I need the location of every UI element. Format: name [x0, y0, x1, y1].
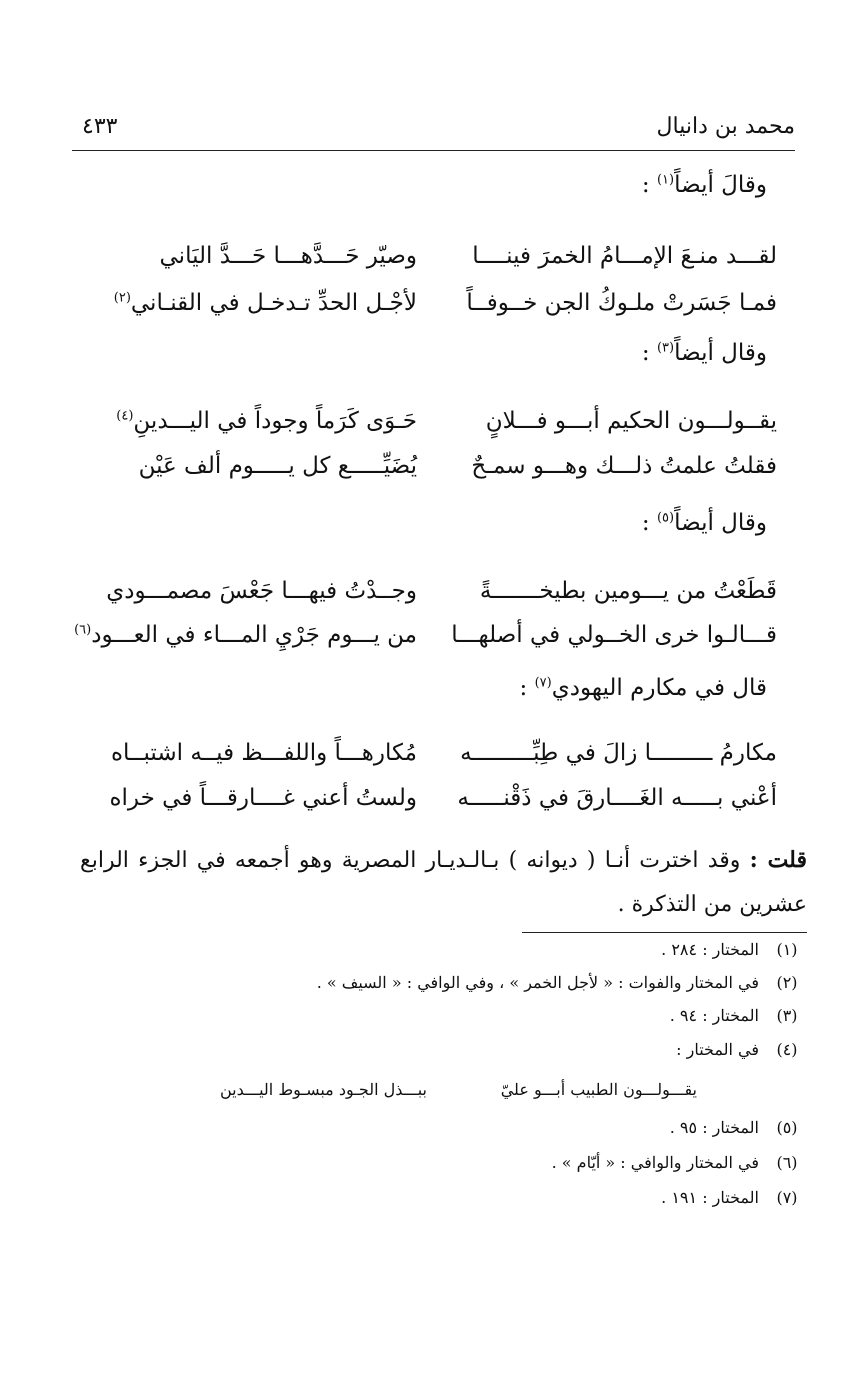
footnote-verse-first-hemistich: يقـــولـــون الطبيب أبـــو عليّ — [500, 1080, 697, 1099]
verse-second-hemistich — [97, 408, 417, 434]
intro-colon: : — [641, 510, 650, 536]
verse-second-hemistich — [74, 622, 417, 648]
verse-first-hemistich: مكارمُ ـــــــــا زالَ في طِبِّـــــــــه — [460, 740, 777, 766]
hemistich-text: لأجْـل الحدِّ تـدخـل في القنـاني — [130, 290, 417, 316]
verse-first-hemistich: أعْني بـــــه الغَــــارقَ في ذَقْنـــــه — [457, 785, 777, 811]
verse-second-hemistich — [97, 785, 417, 811]
hemistich-text: يُضَيِّـــــع كل يـــــوم ألف عَيْن — [138, 453, 417, 479]
footnote-ref: (٤) — [116, 408, 134, 424]
footnote-ref: (٦) — [74, 622, 92, 638]
verse-first-hemistich: فمـا جَسَرتْ ملـوكُ الجن خــوفــاً — [466, 290, 777, 316]
header-title: محمد بن دانيال — [656, 114, 795, 139]
intro-colon: : — [641, 340, 650, 366]
footnote-ref: (١) — [656, 172, 675, 188]
verse-line — [80, 243, 777, 287]
footnote-text: المختار : ٩٥ . — [669, 1118, 759, 1137]
hemistich-text: وجــدْتُ فيهـــا جَعْسَ مصمـــودي — [106, 578, 417, 604]
verse-second-hemistich — [97, 243, 417, 269]
verse-first-hemistich: قـــالـوا خرى الخــولي في أصلهـــا — [451, 622, 777, 648]
intro-text: وقالَ أيضاً — [674, 172, 767, 198]
verse-second-hemistich — [97, 740, 417, 766]
hemistich-text: ولستُ أعني غــــارقـــاً في خراه — [109, 785, 417, 811]
footnote-number: (٤) — [776, 1040, 798, 1059]
intro-text: قال في مكارم اليهودي — [551, 675, 767, 701]
hemistich-text: وصيّر حَـــدَّهـــا حَـــدَّ اليَاني — [159, 243, 417, 269]
verse-first-hemistich: قَطَعْتُ من يـــومين بطيخـــــــةً — [479, 578, 777, 604]
poem-intro — [642, 340, 767, 366]
poem-intro — [520, 675, 767, 701]
footnote-number: (٧) — [776, 1188, 798, 1207]
footnote-ref: (٧) — [534, 675, 552, 691]
verse-first-hemistich: يقــولـــون الحكيم أبـــو فـــلانٍ — [485, 408, 777, 434]
verse-first-hemistich: لقـــد منـعَ الإمـــامُ الخمرَ فينــــا — [472, 243, 777, 269]
verse-second-hemistich — [97, 578, 417, 604]
footnote-ref: (٢) — [113, 290, 131, 306]
intro-colon: : — [641, 172, 650, 198]
verse-first-hemistich: فقلتُ علمتُ ذلـــك وهـــو سمـحٌ — [471, 453, 777, 479]
verse-line — [74, 622, 777, 666]
footnote-number: (٣) — [776, 1006, 798, 1025]
verse-line — [80, 578, 777, 622]
footnote-ref: (٣) — [656, 340, 675, 356]
verse-line — [80, 453, 777, 497]
hemistich-text: مُكارهـــاً واللفـــظ فيــه اشتبــاه — [110, 740, 417, 766]
verse-line — [80, 785, 777, 829]
footnote-verse-second-hemistich: ببـــذل الجـود مبسـوط اليـــدين — [219, 1080, 427, 1099]
footnote-text: المختار : ٢٨٤ . — [661, 940, 759, 959]
footnote-text: في المختار والفوات : « لأجل الخمر » ، وفي الوافي : « السيف » . — [316, 973, 759, 992]
note-label: قلت : — [749, 847, 807, 873]
running-header — [72, 110, 795, 151]
verse-second-hemistich — [97, 453, 417, 479]
footnote-separator — [522, 932, 807, 933]
verse-line — [80, 290, 777, 334]
footnote-number: (٥) — [776, 1118, 798, 1137]
verse-line — [80, 740, 777, 784]
note-text: وقد اخترت أنـا ( ديوانه ) بـالـديـار المصرية وهو أجمعه في الجزء الرابع عشرين من التذكرة . — [80, 848, 807, 917]
verse-line — [80, 408, 777, 452]
footnote-text: المختار : ١٩١ . — [661, 1188, 759, 1207]
poem-intro — [642, 172, 767, 198]
footnote-number: (١) — [776, 940, 798, 959]
poem-intro — [642, 510, 767, 536]
page-number: ٤٣٣ — [82, 114, 118, 139]
intro-text: وقال أيضاً — [674, 340, 767, 366]
intro-colon: : — [519, 675, 528, 701]
footnote-ref: (٥) — [656, 510, 675, 526]
footnote-number: (٦) — [776, 1153, 798, 1172]
editor-note — [80, 838, 807, 927]
footnote-text: في المختار : — [676, 1040, 759, 1059]
hemistich-text: من يـــوم جَرْيِ المـــاء في العـــود — [91, 622, 417, 648]
verse-second-hemistich — [97, 290, 417, 316]
hemistich-text: حَـوَى كَرَماً وجوداً في اليـــدينِ — [133, 408, 417, 434]
intro-text: وقال أيضاً — [674, 510, 767, 536]
footnote-text: المختار : ٩٤ . — [669, 1006, 759, 1025]
footnote-number: (٢) — [776, 973, 798, 992]
footnote-text: في المختار والوافي : « أيّام » . — [551, 1153, 759, 1172]
